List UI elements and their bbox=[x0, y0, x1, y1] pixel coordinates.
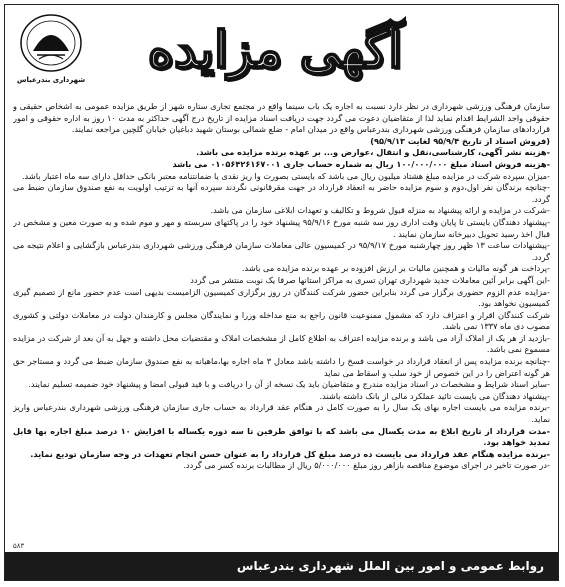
condition-item: -برنده مزایده می بایست اجاره بهای یک سال را به صورت کامل در هنگام عقد قرارداد به حساب جاری سازمان فرهنگی ورزشی شهرداری بندرعباس واریز نماید. bbox=[13, 402, 550, 425]
municipality-seal-icon bbox=[13, 11, 89, 81]
condition-item: -چنانچه برنده مزایده پس از انعقاد قرارداد در خواست فسخ را داشته باشد معادل ۳ ماه اجاره بها،ماهیانه به نفع صندوق سازمان ضبط می گردد و مستاجر حق هر گونه اعتراض را در این خصوص از خود سلب و اسقاط می نماید bbox=[13, 356, 550, 378]
footer-text: روابط عمومی و امور بین الملل شهرداری بندرعباس bbox=[236, 559, 544, 573]
condition-item: -این آگهی برابر آئین معاملات جدید شهرداری تهران تسری به مراکز استانها صرفا یک نوبت منتشر می گردد bbox=[190, 274, 550, 285]
condition-item: شرکت کنندگان اقرار و اعتراف دارد که مشمول ممنوعیت قانون راجع به منع مداخله وزرا و نمایندگان مجلس و کارمندان دولت در معاملات دولتی و کشوری مصوب دی ماه ۱۳۳۷ نمی باشد. bbox=[13, 309, 550, 332]
condition-item: -پیشنهادات ساعت ۱۳ ظهر روز چهارشنبه مورخ ۹۵/۹/۱۷ در کمیسیون عالی معاملات سازمان فرهنگی ورزشی شهرداری بندرعباس بازگشایی و اعلام نتیجه می گردد. bbox=[13, 240, 550, 262]
condition-item: -سایر اسناد شرایط و مشخصات در اسناد مزایده مندرج و متقاضیان باید یک نسخه از آن را دریافت و با قید قبولی امضا و پیشنهاد خود ضمیمه تسلیم نمایند. bbox=[28, 379, 550, 390]
condition-item: -مدت قرارداد از تاریخ ابلاغ به مدت یکسال می باشد که با توافق طرفین تا سه دوره یکساله با افزایش ۱۰ درصد مبلغ اجاره بها قابل تمدید خواهد بود. bbox=[13, 425, 550, 448]
condition-item: -میزان سپرده شرکت در مزایده مبلغ هشتاد میلیون ریال می باشد که بایستی بصورت وا ریز نقدی یا ضمانتنامه معتبر بانکی حداقل دارای سه ماه اعتبار باشد. bbox=[21, 170, 550, 181]
notice-frame bbox=[4, 4, 559, 581]
condition-item: -هزینه نشر آگهی، کارشناسی،نقل و انتقال ،عوارض و... بر عهده برنده مزایده می باشد. bbox=[196, 147, 550, 158]
condition-item: -مزایده عدم الزوم حضوری برگزار می گردد بنابراین حضور شرکت کنندگان در روز برگزاری کمیسیون الزامیست بدیهی است عدم حضور مانع از تصمیم گیری کمیسیون نخواهد بود. bbox=[13, 286, 550, 309]
condition-item: -شرکت در مزایده و ارائه پیشنهاد به منزله قبول شروط و تکالیف و تعهدات ابلاغی سازمان می باشد. bbox=[210, 205, 550, 216]
intro-paragraph: سازمان فرهنگی ورزشی شهرداری در نظر دارد نسبت به اجاره یک باب سینما واقع در مجتمع تجاری ستاره شهر از طریق مزایده عمومی به اشخاص حقیقی و حقوقی واجد الشرایط اقدام نماید لذا از متقاضیان دعوت می گردد جهت دریافت اسناد مزایده از تاریخ درج آگهی حداکثر به مدت ۱۰ روز به اداره حقوقی و امور قراردادهای سازمان فرهنگی ورزشی شهرداری بندرعباس واقع در میدان امام - ضلع شمالی بوستان شهید دباغیان خیابان گلچین مراجعه نمایند. bbox=[13, 101, 550, 135]
footer-banner bbox=[5, 552, 558, 580]
sale-dates: (فروش اسناد از تاریخ ۹۵/۹/۴ لغایت ۹۵/۹/۱۳) bbox=[370, 135, 550, 146]
logo-caption: شهرداری بندرعباس bbox=[16, 76, 86, 84]
condition-item: -پیشنهاد دهندگان بایستی تا پایان وقت اداری روز سه شنبه مورخ ۹۵/۹/۱۶ پیشنهاد خود را در پاکتهای سربسته و مهر و موم شده و به صورت معین و مشخص در قبال اخذ رسید تحویل دبیرخانه سازمان نمایند . bbox=[13, 216, 550, 239]
notice-body bbox=[13, 101, 550, 549]
ad-code: ۵۸۳ bbox=[13, 542, 25, 550]
condition-item: -پیشنهاد دهندگان می بایست تائید عملکرد مالی از بانک داشته باشند. bbox=[319, 390, 550, 401]
condition-item: -در صورت تاخیر در اجرای موضوع مناقصه بازاهر روز مبلغ ۵/۰۰۰/۰۰۰ ریال از مطالبات برنده کسر می گردد. bbox=[183, 460, 550, 471]
condition-item: -برنده مزایده هنگام عقد قرارداد می بایست ده درصد مبلغ کل قرارداد را به عنوان حسن انجام تعهدات در وجه سازمان تودیع نماید. bbox=[30, 448, 550, 459]
condition-item: -هزینه فروش اسناد مبلغ ۱۰۰/۰۰۰/۰۰۰ ریال به شماره حساب جاری ۰۱۰۵۶۴۲۶۱۶۷۰۰۱ می باشد bbox=[172, 158, 550, 169]
condition-item: -پرداخت هر گونه مالیات و همچنین مالیات بر ارزش افزوده بر عهده برنده مزایده می باشد. bbox=[241, 263, 550, 274]
condition-item: -بازدید از هر یک از املاک آزاد می باشد و برنده مزایده اعتراف به اطلاع کامل از مشخصات املاک و مقتضیات محل داشته و جهل به آن بعد از شرکت در مزایده مسموع نمی باشد. bbox=[13, 332, 550, 355]
condition-item: -چنانچه برندگان نفر اول،دوم و سوم مزایده حاضر به انعقاد قرارداد در جهت مقرقانونی نگردند سپرده آنها به ترتیب اولویت به نفع صندوق سازمان ضبط می گردد. bbox=[13, 182, 550, 204]
notice-header bbox=[5, 5, 558, 93]
notice-title: آگهی مزایده bbox=[147, 19, 403, 79]
